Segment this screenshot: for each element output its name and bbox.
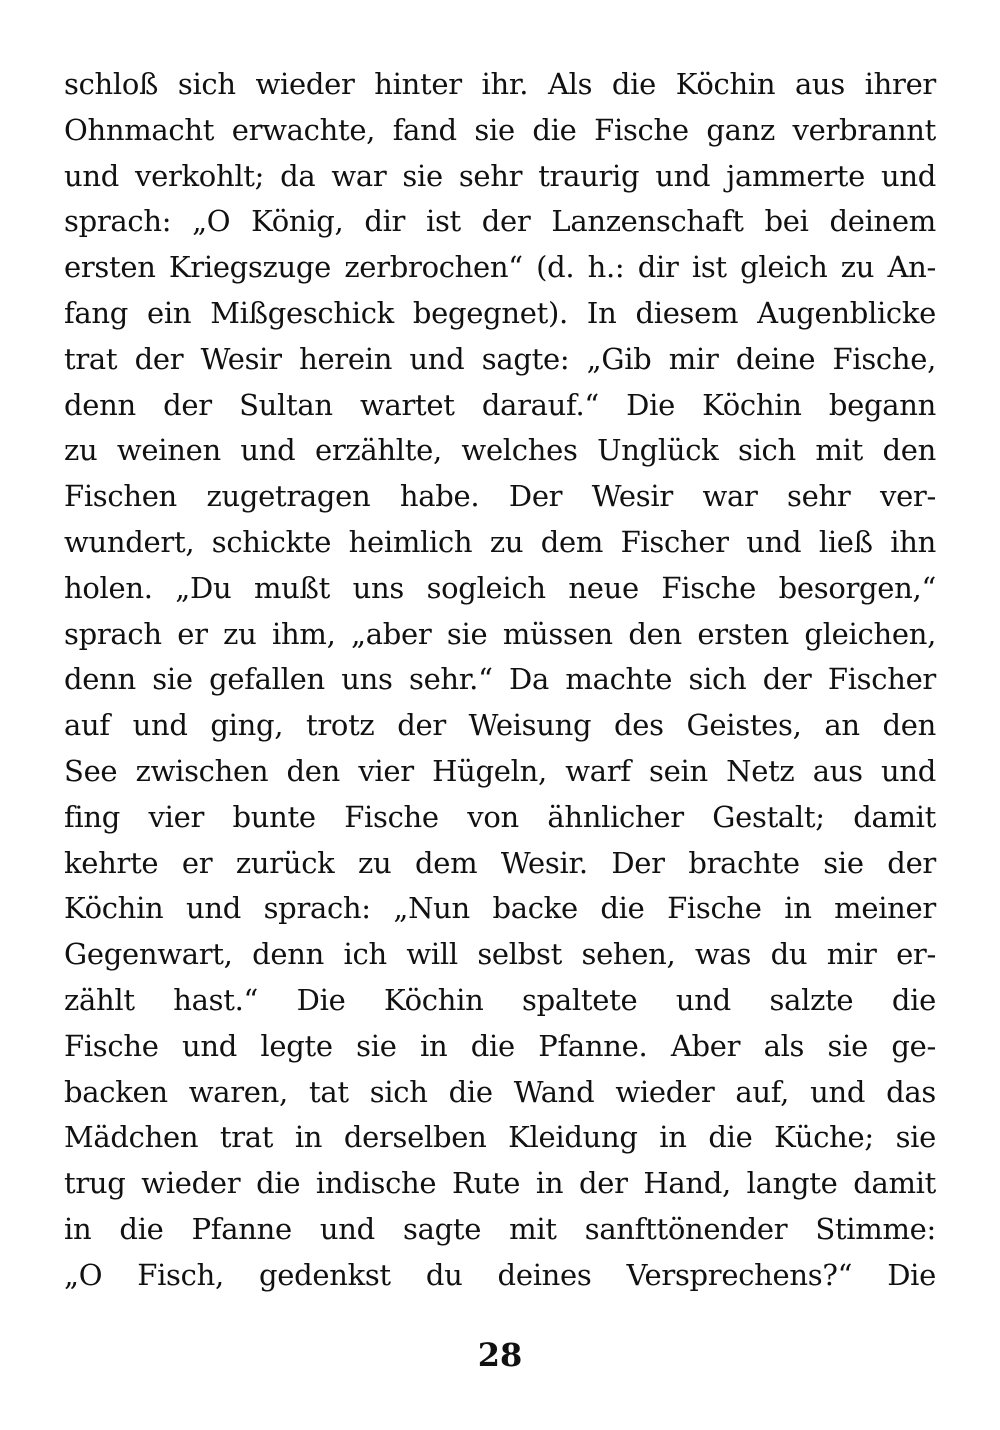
text-line: in die Pfanne und sagte mit sanfttönender Stimme: <box>64 1211 936 1246</box>
text-line: schloß sich wieder hinter ihr. Als die Köchin aus ihrer <box>64 67 936 101</box>
text-line: wundert, schickte heimlich zu dem Fischer und ließ ihn <box>64 524 936 559</box>
text-line: sprach er zu ihm, „aber sie müssen den ersten gleichen, <box>64 616 936 651</box>
text-line: Ohnmacht erwachte, fand sie die Fische ganz verbrannt <box>64 112 936 147</box>
text-line: zählt hast.“ Die Köchin spaltete und salzte die <box>64 982 936 1017</box>
text-line: ersten Kriegszuge zerbrochen“ (d. h.: dir ist gleich zu An- <box>64 250 936 285</box>
text-line: trug wieder die indische Rute in der Hand, langte damit <box>64 1166 936 1201</box>
text-line: holen. „Du mußt uns sogleich neue Fische besorgen,“ <box>64 570 936 605</box>
text-line: Köchin und sprach: „Nun backe die Fische in meiner <box>64 891 936 926</box>
text-line: fing vier bunte Fische von ähnlicher Gestalt; damit <box>64 799 936 834</box>
body-text <box>64 62 936 1299</box>
text-line: trat der Wesir herein und sagte: „Gib mir deine Fische, <box>64 341 936 376</box>
text-line: See zwischen den vier Hügeln, warf sein Netz aus und <box>64 753 936 788</box>
page-number: 28 <box>477 1336 523 1374</box>
text-line: backen waren, tat sich die Wand wieder auf, und das <box>64 1074 936 1109</box>
text-line: „O Fisch, gedenkst du deines Versprechens?“ Die <box>64 1257 936 1292</box>
text-line: Mädchen trat in derselben Kleidung in die Küche; sie <box>64 1120 936 1155</box>
text-line: auf und ging, trotz der Weisung des Geistes, an den <box>64 708 936 743</box>
text-line: und verkohlt; da war sie sehr traurig und jammerte und <box>64 158 936 193</box>
text-line: denn der Sultan wartet darauf.“ Die Köchin begann <box>64 387 936 422</box>
text-line: sprach: „O König, dir ist der Lanzenschaft bei deinem <box>64 204 936 239</box>
text-line: fang ein Mißgeschick begegnet). In diesem Augenblicke <box>64 295 936 330</box>
text-line: Gegenwart, denn ich will selbst sehen, was du mir er- <box>64 937 936 972</box>
text-line: kehrte er zurück zu dem Wesir. Der brachte sie der <box>64 845 936 880</box>
text-line: Fische und legte sie in die Pfanne. Aber als sie ge- <box>64 1028 936 1063</box>
text-line: Fischen zugetragen habe. Der Wesir war sehr ver- <box>64 479 936 514</box>
text-line: denn sie gefallen uns sehr.“ Da machte sich der Fischer <box>64 662 936 697</box>
text-line: zu weinen und erzählte, welches Unglück sich mit den <box>64 433 936 468</box>
